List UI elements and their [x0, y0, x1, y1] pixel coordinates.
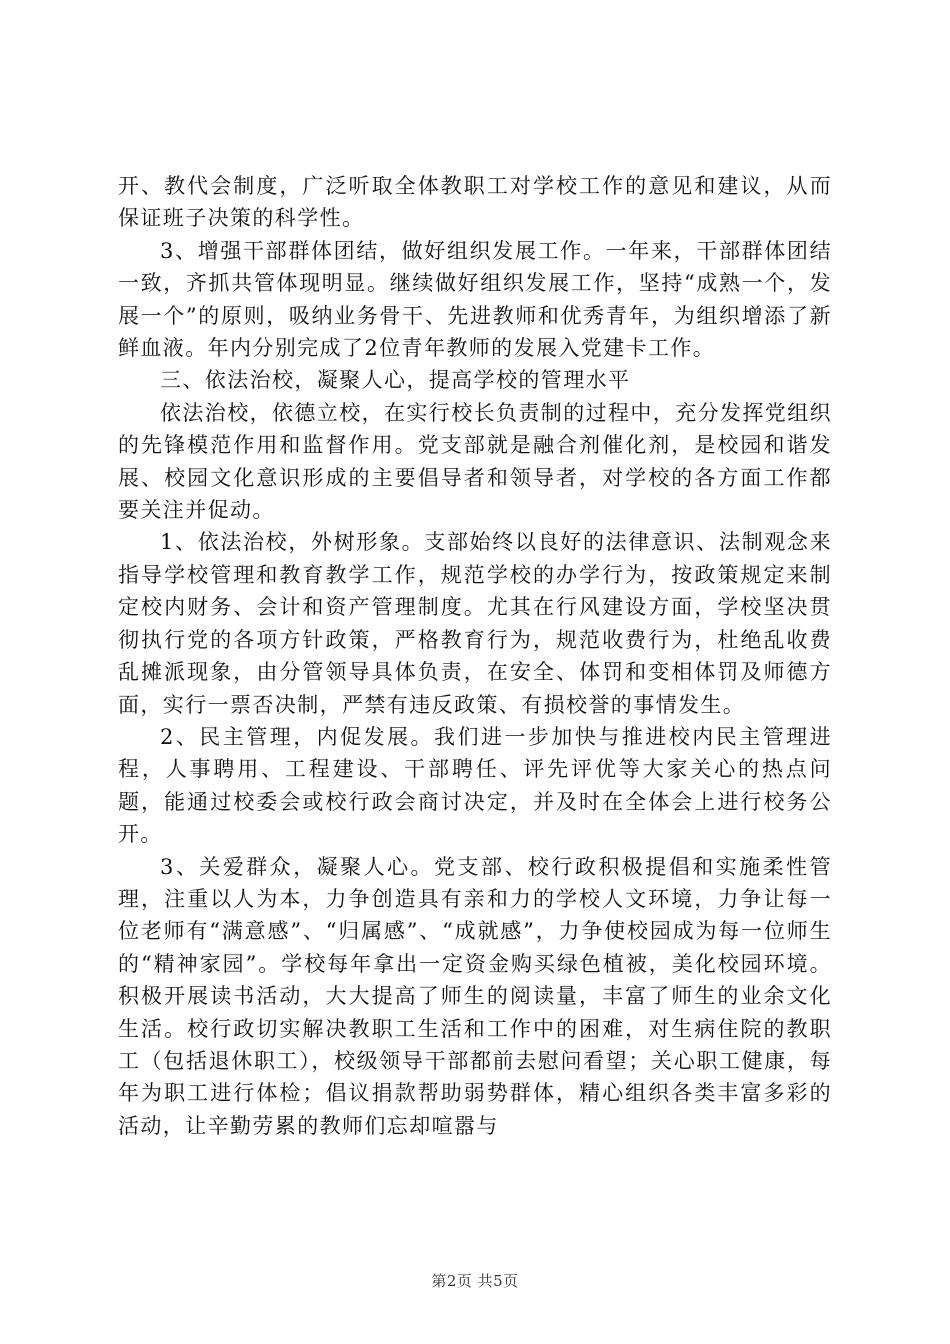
paragraph-item-2: 2、民主管理，内促发展。我们进一步加快与推进校内民主管理进程，人事聘用、工程建设、干部聘任、评先评优等大家关心的热点问题，能通过校委会或校行政会商讨决定，并及时在全体会上进行校务公开。: [118, 724, 832, 847]
document-body: [118, 170, 832, 1142]
section-heading-rule-of-law: 三、依法治校，凝聚人心，提高学校的管理水平: [160, 368, 631, 393]
paragraph-continuation: 开、教代会制度，广泛听取全体教职工对学校工作的意见和建议，从而保证班子决策的科学性。: [118, 174, 832, 231]
page-number-footer: 第2页 共5页: [431, 1272, 519, 1290]
paragraph-organization-development: 3、增强干部群体团结，做好组织发展工作。一年来，干部群体团结一致，齐抓共管体现明显。继续做好组织发展工作，坚持“成熟一个，发展一个”的原则，吸纳业务骨干、先进教师和优秀青年，为组织增添了新鲜血液。年内分别完成了2位青年教师的发展入党建卡工作。: [118, 238, 832, 361]
paragraph-item-3: 3、关爱群众，凝聚人心。党支部、校行政积极提倡和实施柔性管理，注重以人为本，力争创造具有亲和力的学校人文环境，力争让每一位老师有“满意感”、“归属感”、“成就感”，力争使校园成为每一位师生的“精神家园”。学校每年拿出一定资金购买绿色植被，美化校园环境。积极开展读书活动，大大提高了师生的阅读量，丰富了师生的业余文化生活。校行政切实解决教职工生活和工作中的困难，对生病住院的教职工（包括退休职工），校级领导干部都前去慰问看望；关心职工健康，每年为职工进行体检；倡议捐款帮助弱势群体，精心组织各类丰富多彩的活动，让辛勤劳累的教师们忘却喧嚣与: [118, 854, 832, 1138]
paragraph-item-1: 1、依法治校，外树形象。支部始终以良好的法律意识、法制观念来指导学校管理和教育教学工作，规范学校的办学行为，按政策规定来制定校内财务、会计和资产管理制度。尤其在行风建设方面，学校坚决贯彻执行党的各项方针政策，严格教育行为，规范收费行为，杜绝乱收费乱摊派现象，由分管领导具体负责，在安全、体罚和变相体罚及师德方面，实行一票否决制，严禁有违反政策、有损校誉的事情发生。: [118, 530, 832, 717]
paragraph-section-intro: 依法治校，依德立校，在实行校长负责制的过程中，充分发挥党组织的先锋模范作用和监督作用。党支部就是融合剂催化剂，是校园和谐发展、校园文化意识形成的主要倡导者和领导者，对学校的各方面工作都要关注并促动。: [118, 400, 832, 523]
